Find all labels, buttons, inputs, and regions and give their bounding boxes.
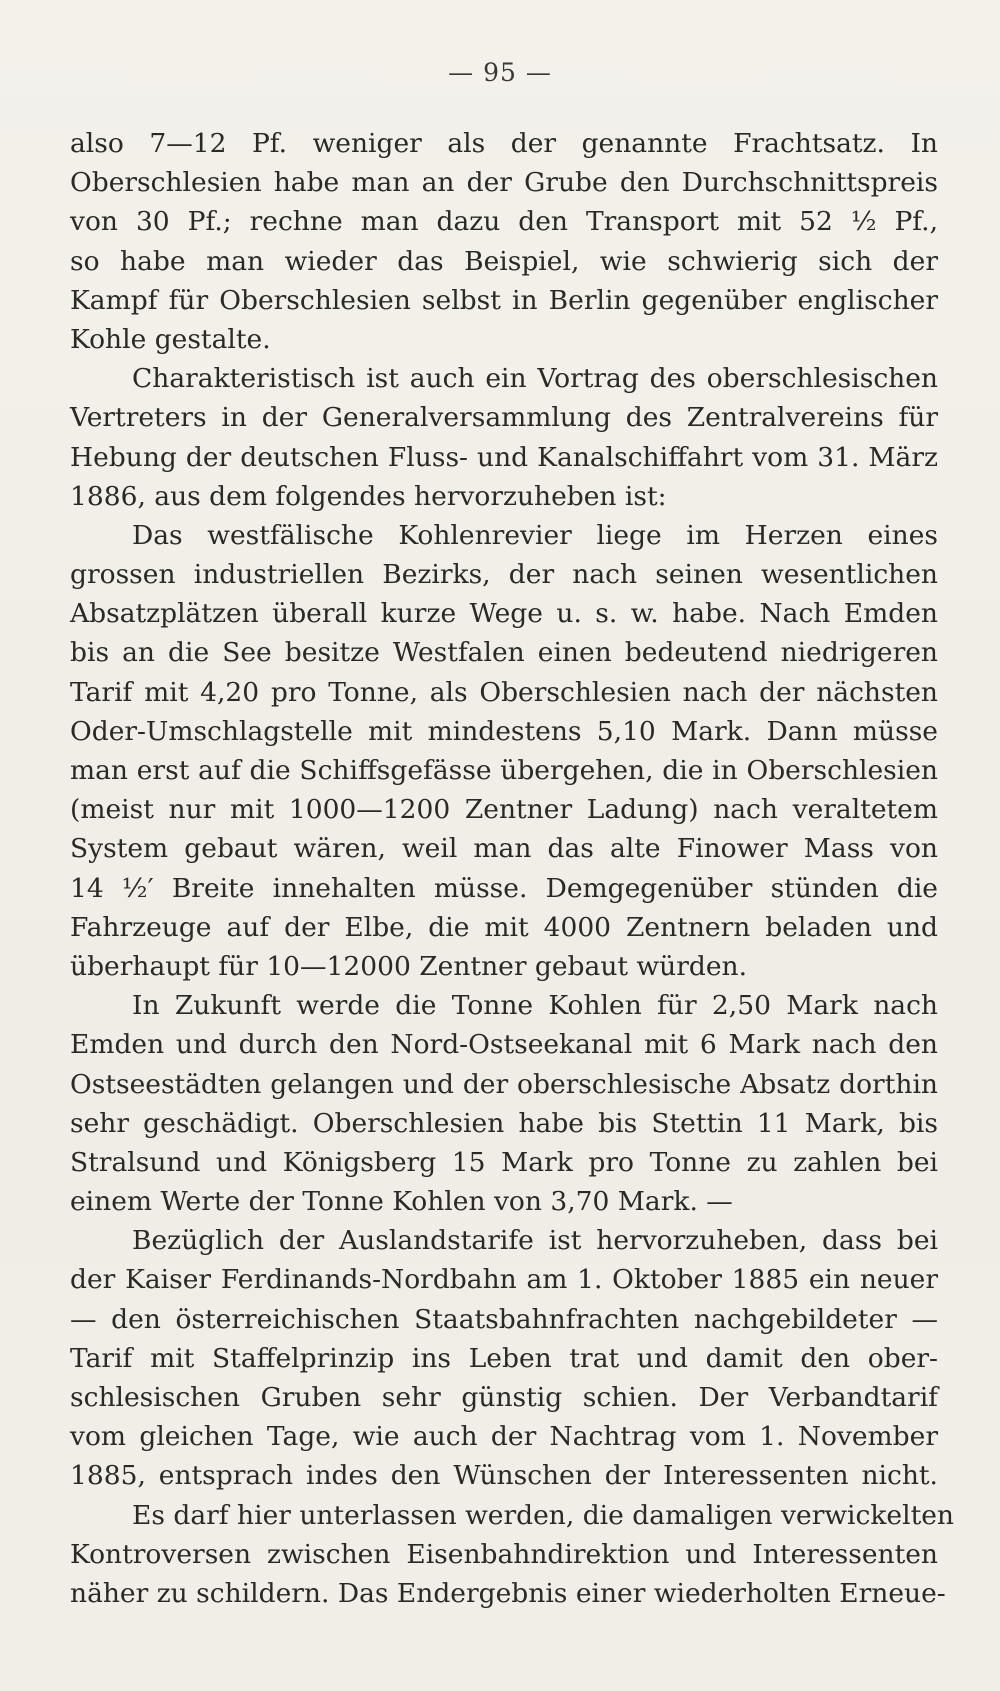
text-line: System gebaut wären, weil man das alte Finower Mass von	[70, 833, 938, 865]
text-line: 14 ½′ Breite innehalten müsse. Demgegenüber stünden die	[70, 872, 938, 904]
text-line: grossen industriellen Bezirks, der nach seinen wesentlichen	[70, 559, 938, 591]
text-line: man erst auf die Schiffsgefässe übergehen, die in Oberschlesien	[70, 755, 938, 786]
text-line: von 30 Pf.; rechne man dazu den Transport mit 52 ½ Pf.,	[70, 206, 938, 238]
text-line: Kontroversen zwischen Eisenbahndirektion und Interessenten	[70, 1538, 938, 1570]
page-number: — 95 —	[448, 58, 552, 87]
text-line: sehr geschädigt. Oberschlesien habe bis Stettin 11 Mark, bis	[70, 1107, 938, 1139]
text-line: Tarif mit Staffelprinzip ins Leben trat und damit den ober-	[70, 1342, 938, 1374]
text-line: Vertreters in der Generalversammlung des Zentralvereins für	[70, 402, 938, 434]
text-line: 1886, aus dem folgendes hervorzuheben ist:	[70, 480, 667, 512]
text-line: Tarif mit 4,20 pro Tonne, als Oberschlesien nach der nächsten	[70, 676, 938, 708]
text-line: näher zu schildern. Das Endergebnis einer wiederholten Erneue-	[70, 1577, 946, 1609]
text-line: Kohle gestalte.	[70, 323, 271, 355]
text-line: vom gleichen Tage, wie auch der Nachtrag vom 1. November	[70, 1421, 938, 1453]
text-line: Das westfälische Kohlenrevier liege im Herzen eines	[132, 519, 938, 551]
text-line: Stralsund und Königsberg 15 Mark pro Tonne zu zahlen bei	[70, 1146, 938, 1178]
text-line: Fahrzeuge auf der Elbe, die mit 4000 Zentnern beladen und	[70, 911, 938, 943]
text-line: Charakteristisch ist auch ein Vortrag des oberschlesischen	[132, 363, 938, 395]
text-line: überhaupt für 10—12000 Zentner gebaut würden.	[70, 950, 748, 982]
text-line: Es darf hier unterlassen werden, die damaligen verwickelten	[132, 1499, 954, 1531]
text-line: Hebung der deutschen Fluss- und Kanalschiffahrt vom 31. März	[70, 441, 938, 473]
text-line: — den österreichischen Staatsbahnfrachten nachgebildeter —	[70, 1303, 938, 1335]
text-line: einem Werte der Tonne Kohlen von 3,70 Mark. —	[70, 1186, 733, 1218]
text-line: also 7—12 Pf. weniger als der genannte Frachtsatz. In	[70, 128, 938, 159]
text-line: Bezüglich der Auslandstarife ist hervorzuheben, dass bei	[132, 1225, 938, 1257]
text-line: Emden und durch den Nord-Ostseekanal mit 6 Mark nach den	[70, 1029, 938, 1061]
text-line: so habe man wieder das Beispiel, wie schwierig sich der	[70, 245, 938, 277]
text-line: Kampf für Oberschlesien selbst in Berlin gegenüber englischer	[70, 284, 938, 316]
text-line: bis an die See besitze Westfalen einen bedeutend niedrigeren	[70, 637, 938, 669]
text-line: Absatzplätzen überall kurze Wege u. s. w. habe. Nach Emden	[70, 598, 938, 630]
text-line: In Zukunft werde die Tonne Kohlen für 2,50 Mark nach	[132, 990, 938, 1022]
text-line: Oder-Umschlagstelle mit mindestens 5,10 Mark. Dann müsse	[70, 715, 938, 747]
text-line: 1885, entsprach indes den Wünschen der Interessenten nicht.	[70, 1460, 938, 1492]
text-line: (meist nur mit 1000—1200 Zentner Ladung) nach veraltetem	[70, 794, 938, 826]
text-line: Oberschlesien habe man an der Grube den Durchschnittspreis	[70, 167, 938, 199]
text-line: schlesischen Gruben sehr günstig schien. Der Verbandtarif	[70, 1382, 938, 1413]
text-line: der Kaiser Ferdinands-Nordbahn am 1. Oktober 1885 ein neuer	[70, 1264, 938, 1296]
body-text	[70, 124, 954, 1613]
text-line: Ostseestädten gelangen und der oberschlesische Absatz dorthin	[70, 1068, 938, 1100]
